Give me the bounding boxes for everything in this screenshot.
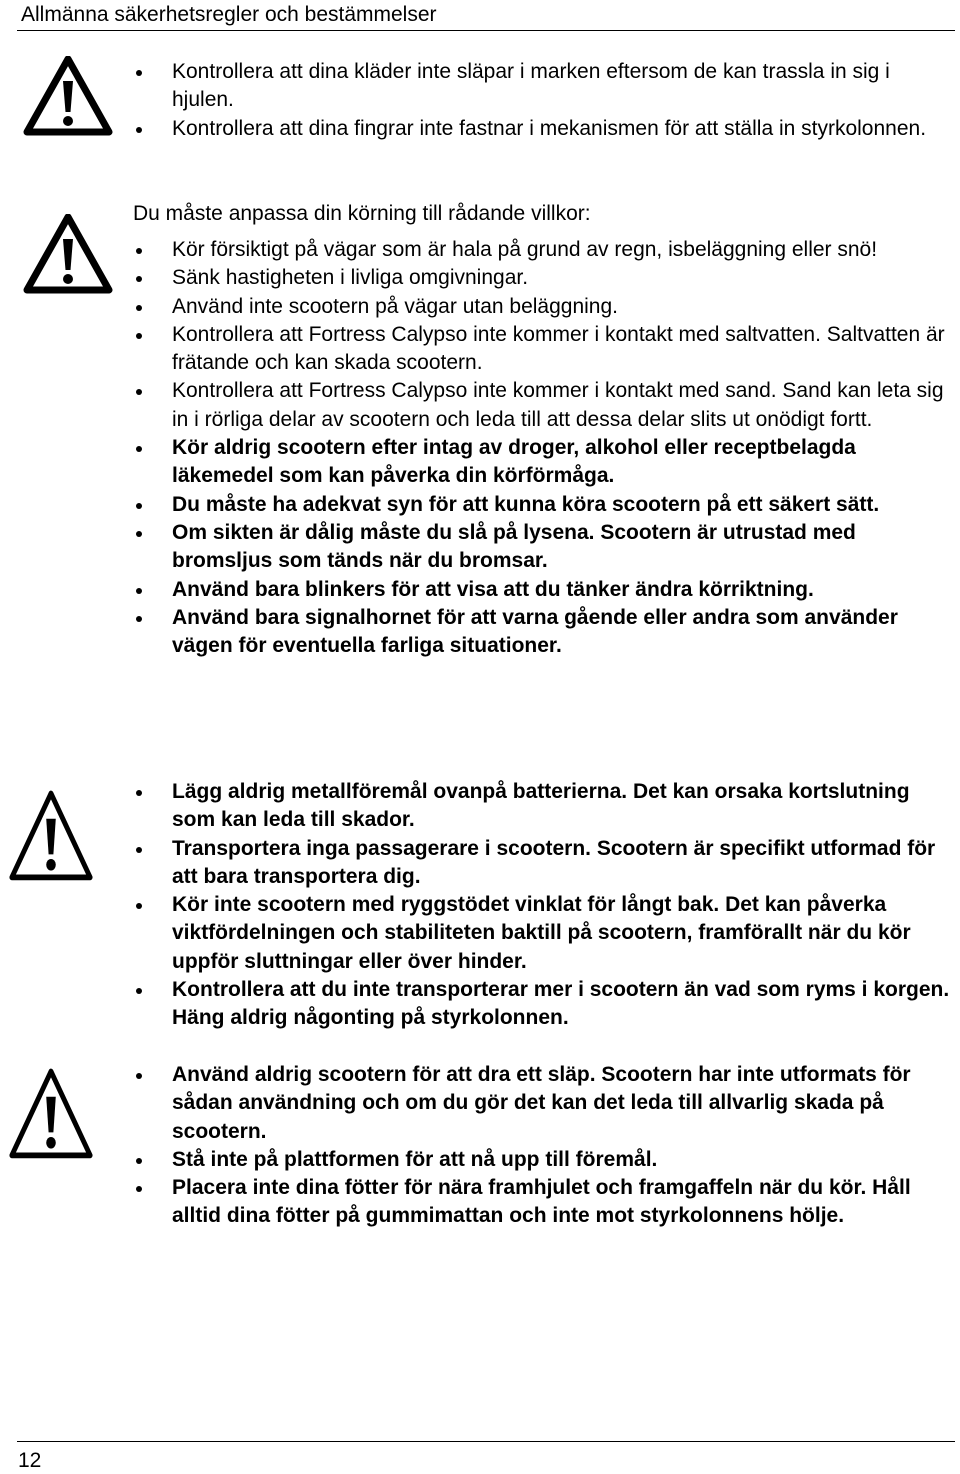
page-number: 12 <box>18 1449 42 1472</box>
list-item: Kontrollera att Fortress Calypso inte kommer i kontakt med sand. Sand kan leta sig in i rörliga delar av scootern och leda till att dessa delar slits ut onödigt fortt. <box>133 377 953 434</box>
list-item: Använd aldrig scootern för att dra ett släp. Scootern har inte utformats för sådan användning och om du gör det kan det leda till allvarlig skada på scootern. <box>133 1061 953 1146</box>
list-item: Kontrollera att Fortress Calypso inte kommer i kontakt med saltvatten. Saltvatten är frätande och kan skada scootern. <box>133 321 953 378</box>
list-item: Kontrollera att dina fingrar inte fastnar i mekanismen för att ställa in styrkolonnen. <box>133 115 953 143</box>
warning-triangle-icon <box>8 1068 94 1160</box>
list-item: Sänk hastigheten i livliga omgivningar. <box>133 264 953 292</box>
list-item: Kör försiktigt på vägar som är hala på grund av regn, isbeläggning eller snö! <box>133 236 953 264</box>
page-header <box>17 0 955 31</box>
footer-divider <box>17 1441 955 1442</box>
warning-triangle-icon <box>23 56 113 136</box>
list-item: Om sikten är dålig måste du slå på lysena. Scootern är utrustad med bromsljus som tänds när du bromsar. <box>133 519 953 576</box>
section-1 <box>133 58 953 143</box>
warning-triangle-icon <box>23 214 113 294</box>
list-item: Lägg aldrig metallföremål ovanpå batterierna. Det kan orsaka kortslutning som kan leda till skador. <box>133 778 953 835</box>
list-item: Kör inte scootern med ryggstödet vinklat för långt bak. Det kan påverka viktfördelningen och stabiliteten baktill på scootern, framförallt när du kör uppför sluttningar eller över hinder. <box>133 891 953 976</box>
list-item: Använd bara signalhornet för att varna gående eller andra som använder vägen för eventuella farliga situationer. <box>133 604 953 661</box>
header-title: Allmänna säkerhetsregler och bestämmelser <box>21 3 437 26</box>
section-3 <box>133 778 953 1033</box>
list-item: Stå inte på plattformen för att nå upp till föremål. <box>133 1146 953 1174</box>
list-item: Du måste ha adekvat syn för att kunna köra scootern på ett säkert sätt. <box>133 491 953 519</box>
list-item: Kontrollera att dina kläder inte släpar i marken eftersom de kan trassla in sig i hjulen. <box>133 58 953 115</box>
list-item: Använd bara blinkers för att visa att du tänker ändra körriktning. <box>133 576 953 604</box>
list-item: Transportera inga passagerare i scootern. Scootern är specifikt utformad för att bara transportera dig. <box>133 835 953 892</box>
list-item: Kör aldrig scootern efter intag av droger, alkohol eller receptbelagda läkemedel som kan påverka din körförmåga. <box>133 434 953 491</box>
list-item: Kontrollera att du inte transporterar mer i scootern än vad som ryms i korgen. Häng aldrig någonting på styrkolonnen. <box>133 976 953 1033</box>
list-item: Placera inte dina fötter för nära framhjulet och framgaffeln när du kör. Håll alltid dina fötter på gummimattan och inte mot styrkolonnens hölje. <box>133 1174 953 1231</box>
warning-triangle-icon <box>8 790 94 882</box>
section-4 <box>133 1061 953 1231</box>
section-2 <box>133 236 953 660</box>
list-item: Använd inte scootern på vägar utan beläggning. <box>133 293 953 321</box>
section-2-intro: Du måste anpassa din körning till rådande villkor: <box>133 202 591 225</box>
